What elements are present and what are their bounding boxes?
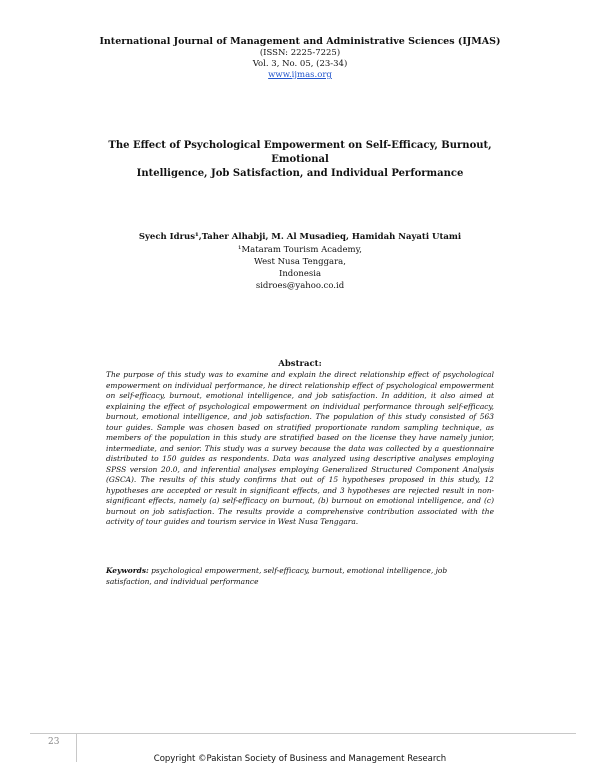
paper-title-line: Intelligence, Job Satisfaction, and Individual Performance — [136, 168, 464, 179]
journal-title: International Journal of Management and Administrative Sciences (IJMAS) — [99, 36, 501, 47]
journal-website-row — [0, 70, 600, 80]
paper-title — [100, 139, 500, 181]
journal-issn: (ISSN: 2225-7225) — [259, 48, 341, 58]
keywords — [106, 566, 494, 587]
affiliation-institution: ¹Mataram Tourism Academy, — [238, 245, 362, 255]
copyright-notice: Copyright ©Pakistan Society of Business and Management Research — [153, 754, 447, 764]
author-email[interactable]: sidroes@yahoo.co.id — [255, 281, 345, 291]
paper-title-line: The Effect of Psychological Empowerment on Self-Efficacy, Burnout, Emotional — [108, 140, 492, 165]
abstract-body: The purpose of this study was to examine and explain the direct relationship effect of psychological empowerment on individual performance, he direct relationship effect of psychological empowerment on self-efficacy, burnout, emotional intelligence, and job satisfaction. In addition, it also aimed at explaining the effect of psychological empowerment on individual performance through self-efficacy, burnout, emotional intelligence, and job satisfaction. The population of this study consisted of 563 tour guides. Sample was chosen based on stratified proportionate random sampling technique, as members of the population in this study are stratified based on the license they have namely junior, intermediate, and senior. This study was a survey because the data was collected by a questionnaire distributed to 150 guides as respondents. Data was analyzed using descriptive analyses employing SPSS version 20.0, and inferential analyses employing Generalized Structured Component Analysis (GSCA). The results of this study confirms that out of 15 hypotheses proposed in this study, 12 hypotheses are accepted or result in significant effects, and 3 hypotheses are rejected result in non-significant effects, namely (a) self-efficacy on burnout, (b) burnout on emotional intelligence, and (c) burnout on job satisfaction. The results provide a comprehensive contribution associated with the activity of tour guides and tourism service in West Nusa Tenggara. — [106, 370, 494, 526]
affiliation-country: Indonesia — [278, 269, 322, 279]
journal-website-link[interactable]: www.ijmas.org — [268, 70, 332, 80]
keywords-label: Keywords: — [106, 566, 149, 575]
keywords-list: psychological empowerment, self-efficacy, burnout, emotional intelligence, job satisfaction, and individual performance — [106, 566, 448, 586]
author-list: Syech Idrus¹,Taher Alhabji, M. Al Musadieq, Hamidah Nayati Utami — [138, 232, 462, 242]
affiliation-region: West Nusa Tenggara, — [254, 257, 346, 267]
abstract-heading: Abstract: — [278, 359, 322, 369]
journal-volume: Vol. 3, No. 05, (23-34) — [252, 59, 348, 69]
page-number: 23 — [48, 737, 60, 747]
footer-divider — [76, 733, 576, 734]
